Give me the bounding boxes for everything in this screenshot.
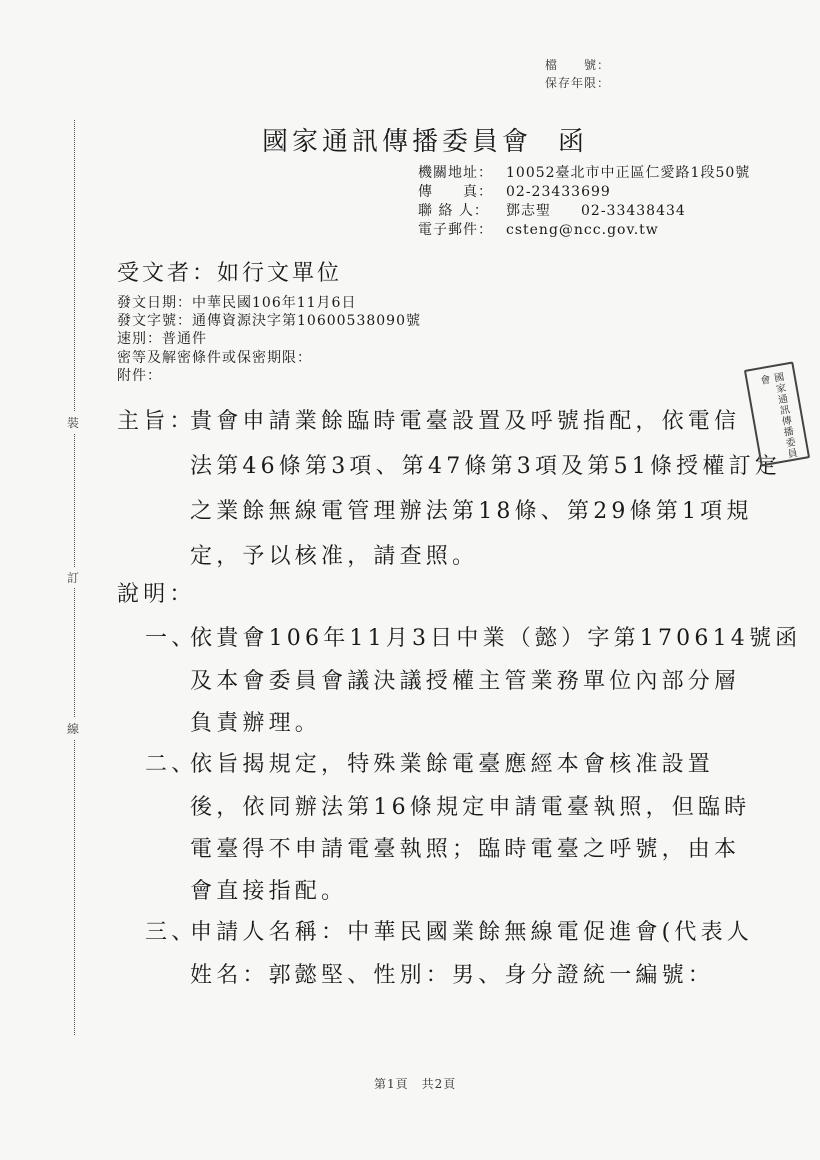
gist-line: 法第46條第3項、第47條第3項及第51條授權訂定 xyxy=(190,454,781,479)
binding-mark: 裝 xyxy=(67,412,79,433)
recipient-value: 如行文單位 xyxy=(217,261,343,286)
gist-line: 定，予以核准，請查照。 xyxy=(190,544,479,569)
fax-label: 傳 真： xyxy=(418,184,493,200)
docno-label: 發文字號： xyxy=(117,313,192,330)
document-type: 函 xyxy=(558,127,589,157)
date-label: 發文日期： xyxy=(117,295,192,311)
stamp-text: 國家通訊傳播委員會 xyxy=(757,371,797,461)
speed-value: 普通件 xyxy=(162,331,207,348)
item-line: 負責辦理。 xyxy=(190,711,322,736)
agency-contact-block xyxy=(418,164,750,240)
gist-label: 主旨： xyxy=(117,409,196,434)
binding-mark: 線 xyxy=(67,718,79,739)
gist-line: 貴會申請業餘臨時電臺設置及呼號指配，依電信 xyxy=(190,409,741,434)
contact-person-label: 聯 絡 人： xyxy=(418,203,489,219)
explanation-label: 說明： xyxy=(117,582,196,607)
document-number: 通傳資源決字第10600538090號 xyxy=(192,313,421,330)
recipient-label: 受文者： xyxy=(117,261,218,286)
item-line: 申請人名稱：中華民國業餘無線電促進會(代表人 xyxy=(190,920,753,945)
contact-person: 鄧志聖 02-33438434 xyxy=(506,203,686,219)
retention-label: 保存年限： xyxy=(545,76,611,90)
address-label: 機關地址： xyxy=(418,165,493,181)
agency-fax: 02-23433699 xyxy=(506,184,611,200)
archive-fields xyxy=(545,56,610,92)
attachment-label: 附件： xyxy=(117,367,162,384)
issue-date: 中華民國106年11月6日 xyxy=(192,295,357,311)
binding-mark: 訂 xyxy=(67,567,79,588)
item-line: 後，依同辦法第16條規定申請電臺執照，但臨時 xyxy=(190,795,751,820)
agency-address: 10052臺北市中正區仁愛路1段50號 xyxy=(506,165,751,181)
item-number: 三、 xyxy=(145,920,198,945)
recipient-line xyxy=(117,256,342,287)
document-meta xyxy=(117,294,421,385)
item-line: 電臺得不申請電臺執照；臨時電臺之呼號，由本 xyxy=(190,837,741,862)
item-line: 依旨揭規定，特殊業餘電臺應經本會核准設置 xyxy=(190,752,715,777)
secrecy-label: 密等及解密條件或保密期限： xyxy=(117,349,312,366)
item-line: 依貴會106年11月3日中業（懿）字第170614號函 xyxy=(190,626,802,651)
item-number: 二、 xyxy=(145,752,198,777)
item-line: 及本會委員會議決議授權主管業務單位內部分層 xyxy=(190,669,741,694)
document-title xyxy=(262,121,588,158)
agency-email[interactable]: csteng@ncc.gov.tw xyxy=(506,222,659,238)
item-line: 姓名：郭懿堅、性別：男、身分證統一編號： xyxy=(190,963,715,988)
item-number: 一、 xyxy=(145,626,198,651)
email-label: 電子郵件： xyxy=(418,222,493,238)
agency-name: 國家通訊傳播委員會 xyxy=(262,127,533,157)
item-line: 會直接指配。 xyxy=(190,879,348,904)
page-number: 第1頁 共2頁 xyxy=(374,1077,457,1091)
gist-line: 之業餘無線電管理辦法第18條、第29條第1項規 xyxy=(190,499,753,524)
speed-label: 速別： xyxy=(117,331,162,348)
file-number-label: 檔 號： xyxy=(545,58,611,72)
